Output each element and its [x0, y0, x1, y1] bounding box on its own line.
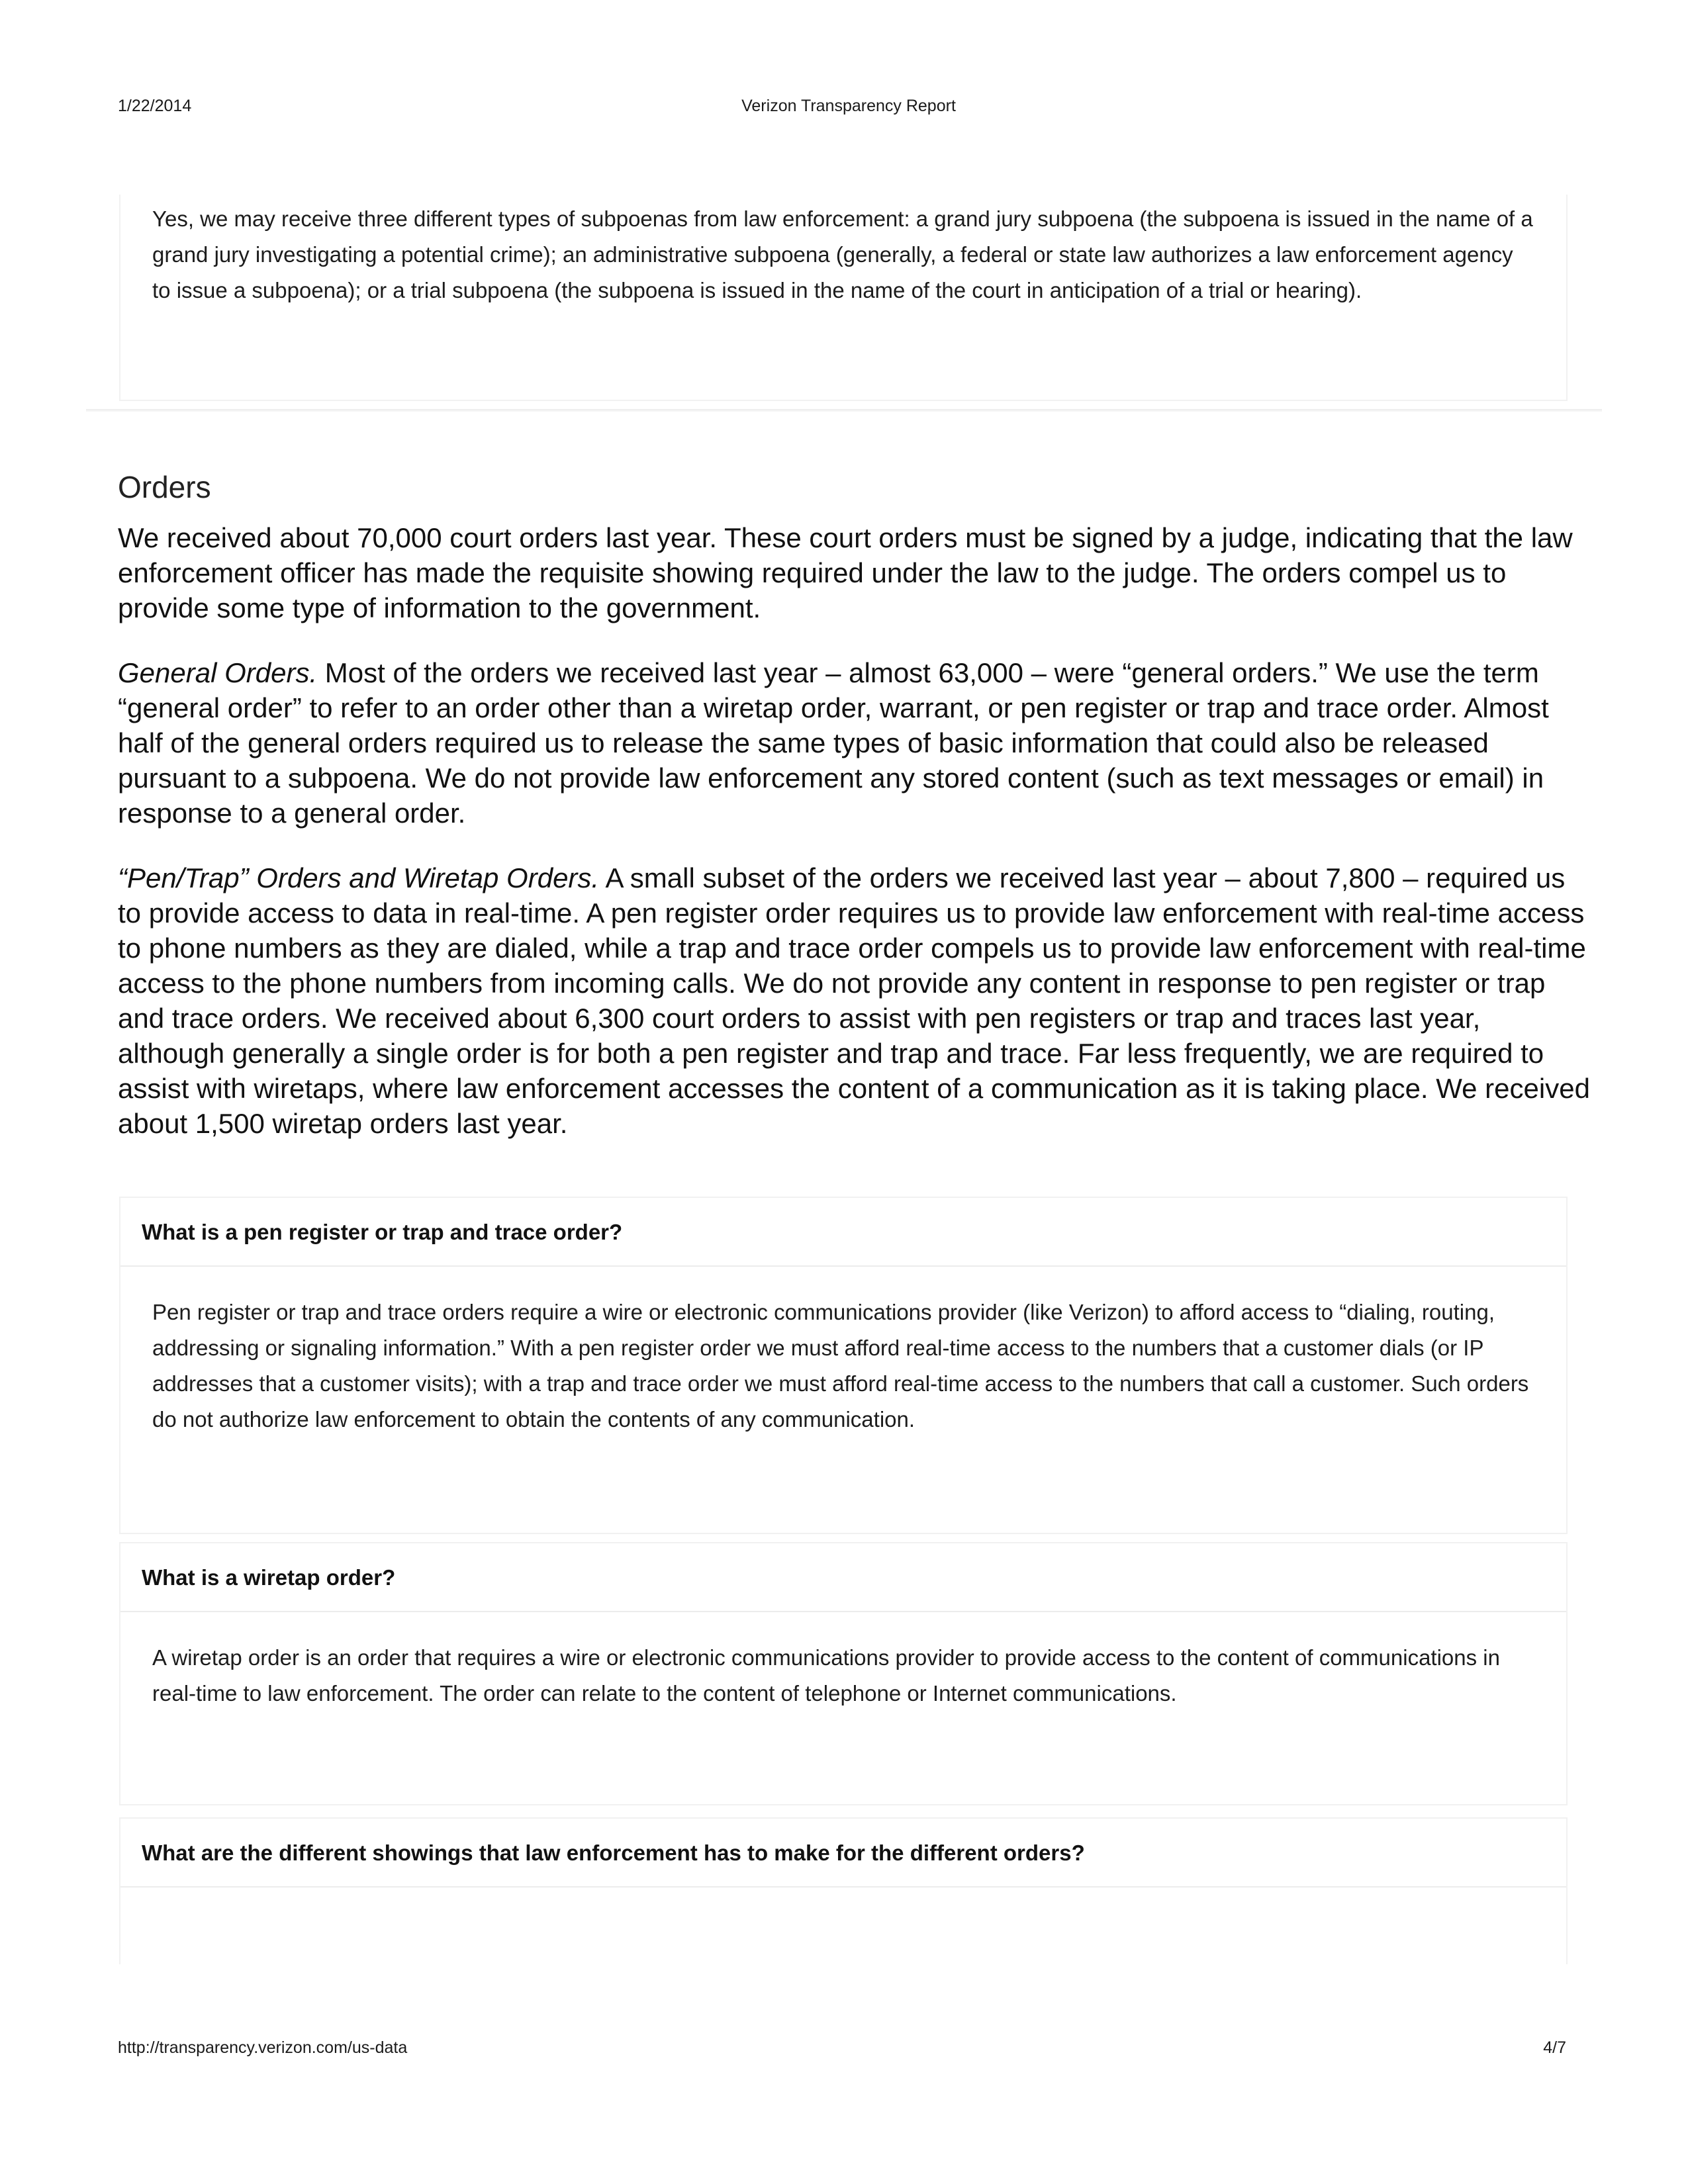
subpoena-answer-text: Yes, we may receive three different types of subpoenas from law enforcement: a grand jury subpoena (the subpoena is issued in the name of a grand jury investigating a potential crime); an administrative subpoena (generally, a federal or state law authorizes a law enforcement agency to issue a subpoena); or a trial subpoena (the subpoena is issued in the name of the court in anticipation of a trial or hearing). [152, 206, 1533, 302]
orders-heading: Orders [118, 470, 211, 504]
faq-question[interactable]: What are the different showings that law enforcement has to make for the different orders? [120, 1819, 1566, 1888]
faq-question[interactable]: What is a wiretap order? [120, 1543, 1566, 1612]
print-header [118, 97, 1579, 119]
subpoena-answer-panel [119, 195, 1568, 401]
faq-question[interactable]: What is a pen register or trap and trace order? [120, 1198, 1566, 1267]
faq-answer: A wiretap order is an order that requires a wire or electronic communications provider to provide access to the content of communications in real-time to law enforcement. The order can relate to the content of telephone or Internet communications. [152, 1645, 1500, 1706]
page-url: http://transparency.verizon.com/us-data [118, 2038, 408, 2057]
faq-item-pen-register [119, 1197, 1568, 1534]
faq-answer: Pen register or trap and trace orders require a wire or electronic communications provider (like Verizon) to afford access to “dialing, routing, addressing or signaling information.” With a pen register order we must afford real-time access to the numbers that a customer dials (or IP addresses that a customer visits); with a trap and trace order we must afford real-time access to the numbers that call a customer. Such orders do not authorize law enforcement to obtain the contents of any communication. [152, 1300, 1529, 1432]
page-number: 4/7 [1543, 2038, 1566, 2057]
section-divider [86, 409, 1602, 412]
pen-trap-paragraph [118, 860, 1594, 1141]
general-orders-text: Most of the orders we received last year – almost 63,000 – were “general orders.” We use the term “general order” to refer to an order other than a wiretap order, warrant, or pen register or trap and trace order. Almost half of the general orders required us to release the same types of basic information that could also be released pursuant to a subpoena. We do not provide law enforcement any stored content (such as text messages or email) in response to a general order. [118, 657, 1549, 829]
faq-answer [120, 1888, 1566, 1915]
orders-intro-paragraph: We received about 70,000 court orders last year. These court orders must be signed by a judge, indicating that the law enforcement officer has made the requisite showing required under the law to the judge. The orders compel us to provide some type of information to the government. [118, 522, 1573, 623]
faq-item-wiretap [119, 1542, 1568, 1805]
print-title: Verizon Transparency Report [741, 97, 956, 115]
general-orders-paragraph [118, 655, 1594, 831]
print-footer [118, 2038, 1579, 2061]
pen-trap-text: A small subset of the orders we received last year – about 7,800 – required us to provide access to data in real-time. A pen register order requires us to provide law enforcement with real-time access to phone numbers as they are dialed, while a trap and trace order compels us to provide law enforcement with real-time access to the phone numbers from incoming calls. We do not provide any content in response to pen register or trap and trace orders. We received about 6,300 court orders to assist with pen registers or trap and traces last year, although generally a single order is for both a pen register and trap and trace. Far less frequently, we are required to assist with wiretaps, where law enforcement accesses the content of a communication as it is taking place. We received about 1,500 wiretap orders last year. [118, 862, 1590, 1139]
general-orders-lead: General Orders. [118, 657, 318, 688]
print-date: 1/22/2014 [118, 97, 192, 115]
pen-trap-lead: “Pen/Trap” Orders and Wiretap Orders. [118, 862, 600, 893]
faq-item-showings [119, 1817, 1568, 1964]
